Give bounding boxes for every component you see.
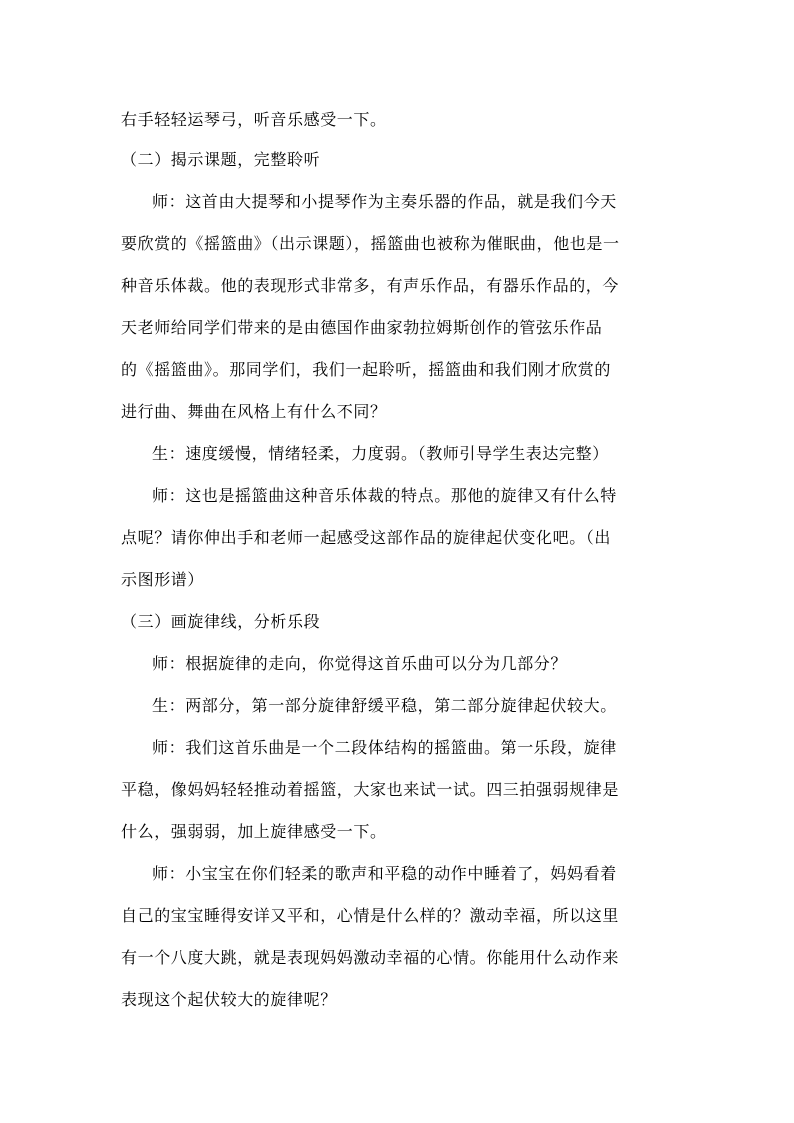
- text-line-7: 的《摇篮曲》。那同学们，我们一起聆听，摇篮曲和我们刚才欣赏的: [121, 360, 612, 379]
- text-line-10: 师：这也是摇篮曲这种音乐体裁的特点。那他的旋律又有什么特: [152, 486, 617, 505]
- text-line-22: 表现这个起伏较大的旋律呢？: [121, 990, 337, 1009]
- text-line-11: 点呢？请你伸出手和老师一起感受这部作品的旋律起伏变化吧。（出: [121, 528, 612, 547]
- section-heading-3: （三）画旋律线，分析乐段: [121, 612, 321, 631]
- text-line-5: 种音乐体裁。他的表现形式非常多，有声乐作品，有器乐作品的，今: [121, 276, 620, 295]
- text-line-1: 右手轻轻运琴弓，听音乐感受一下。: [121, 110, 387, 129]
- section-heading-2: （二）揭示课题，完整聆听: [121, 150, 321, 169]
- text-line-19: 师：小宝宝在你们轻柔的歌声和平稳的动作中睡着了，妈妈看着: [152, 864, 617, 883]
- text-line-16: 师：我们这首乐曲是一个二段体结构的摇篮曲。第一乐段，旋律: [152, 738, 617, 757]
- text-line-12: 示图形谱）: [121, 570, 205, 589]
- text-line-8: 进行曲、舞曲在风格上有什么不同？: [121, 402, 387, 421]
- text-line-15: 生：两部分，第一部分旋律舒缓平稳，第二部分旋律起伏较大。: [152, 696, 617, 715]
- text-line-21: 有一个八度大跳，就是表现妈妈激动幸福的心情。你能用什么动作来: [121, 948, 620, 967]
- text-line-14: 师：根据旋律的走向，你觉得这首乐曲可以分为几部分？: [152, 654, 568, 673]
- text-line-9: 生：速度缓慢，情绪轻柔，力度弱。（教师引导学生表达完整）: [152, 444, 609, 463]
- text-line-4: 要欣赏的《摇篮曲》（出示课题），摇篮曲也被称为催眠曲，他也是一: [121, 234, 620, 253]
- text-line-20: 自己的宝宝睡得安详又平和，心情是什么样的？激动幸福，所以这里: [121, 906, 620, 925]
- text-line-18: 什么，强弱弱，加上旋律感受一下。: [121, 822, 387, 841]
- text-line-17: 平稳，像妈妈轻轻推动着摇篮，大家也来试一试。四三拍强弱规律是: [121, 780, 620, 799]
- text-line-6: 天老师给同学们带来的是由德国作曲家勃拉姆斯创作的管弦乐作品: [121, 318, 603, 337]
- text-line-3: 师：这首由大提琴和小提琴作为主奏乐器的作品，就是我们今天: [152, 192, 617, 211]
